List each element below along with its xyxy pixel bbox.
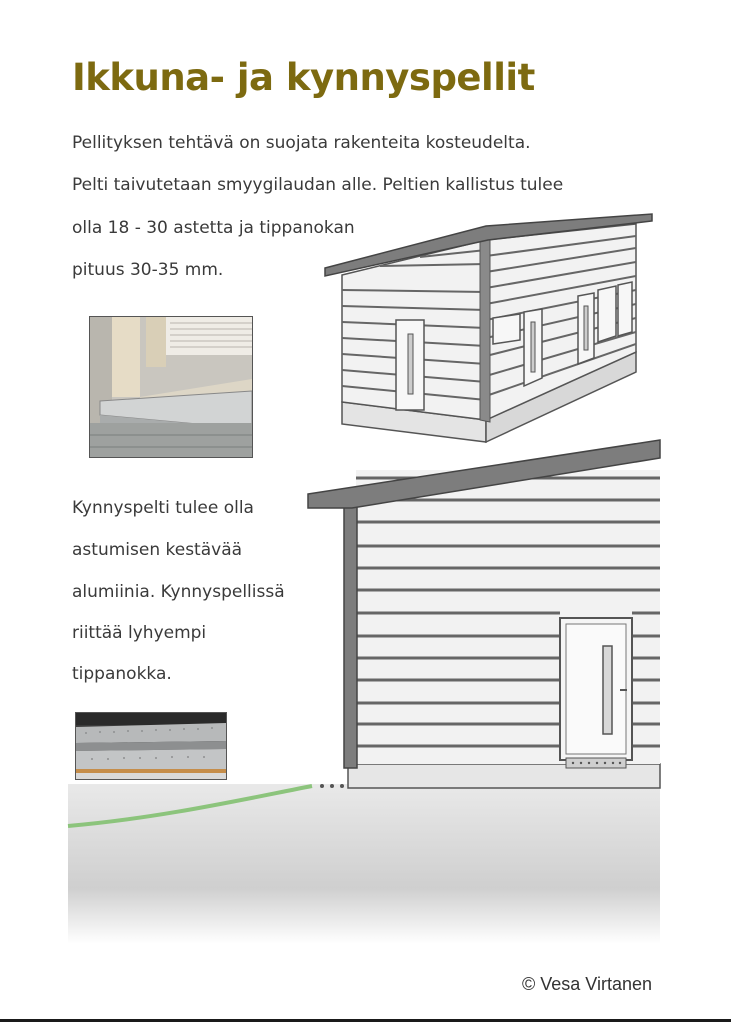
intro-line-2: Pelti taivutetaan smyygilaudan alle. Peltien kallistus tulee [72, 175, 564, 195]
bottom-rule [0, 1019, 731, 1022]
ground-area [68, 784, 660, 944]
intro-line-4: pituus 30-35 mm. [72, 260, 224, 280]
threshold-plate-photo [75, 712, 227, 780]
grass-dot [340, 784, 344, 788]
window-sill-photo [89, 316, 253, 458]
grass-dot [330, 784, 334, 788]
intro-line-1: Pellityksen tehtävä on suojata rakenteita kosteudelta. [72, 133, 531, 153]
threshold-line-3: alumiinia. Kynnyspellissä [72, 582, 285, 602]
copyright-text: © Vesa Virtanen [522, 974, 653, 994]
intro-line-3: olla 18 - 30 astetta ja tippanokan [72, 218, 355, 238]
grass-dot [320, 784, 324, 788]
threshold-line-2: astumisen kestävää [72, 540, 243, 560]
threshold-line-4: riittää lyhyempi [72, 623, 207, 643]
page-title: Ikkuna- ja kynnyspellit [72, 56, 535, 99]
threshold-line-5: tippanokka. [72, 664, 172, 684]
large-house-drawing [308, 440, 660, 788]
small-house-drawing [325, 214, 652, 442]
threshold-line-1: Kynnyspelti tulee olla [72, 498, 254, 518]
